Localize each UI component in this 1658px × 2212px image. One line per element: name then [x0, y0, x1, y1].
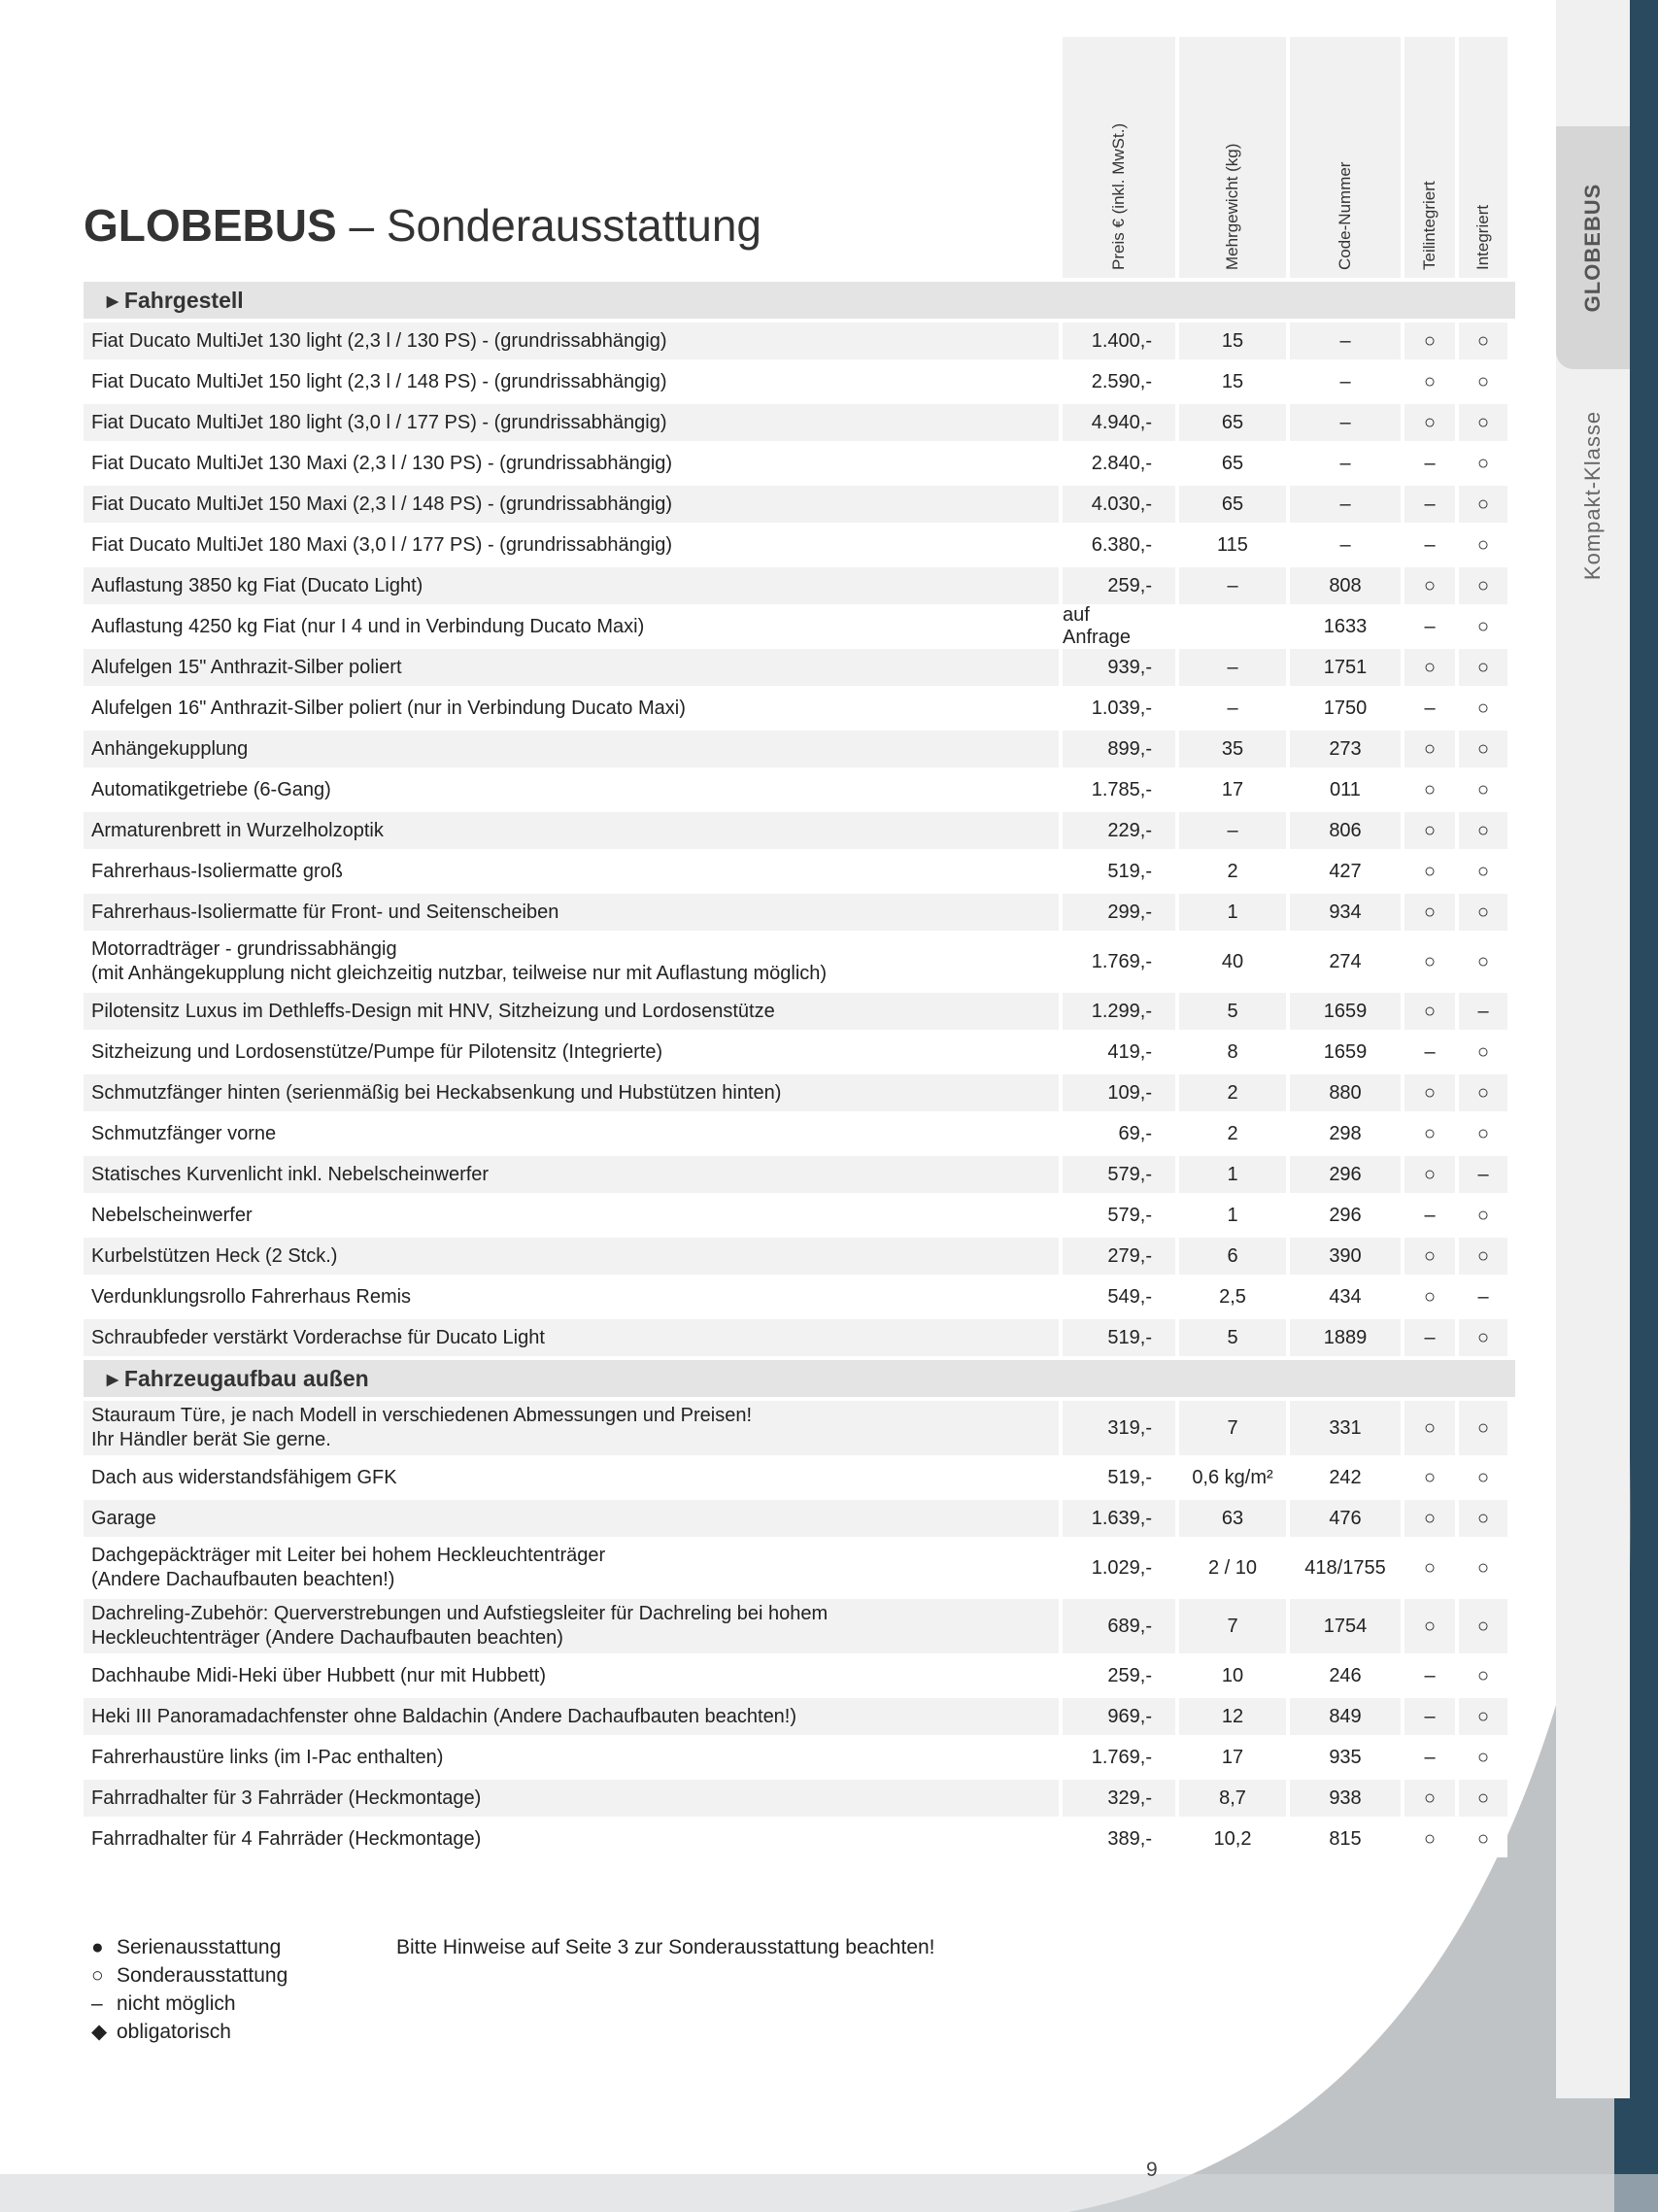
legend-symbol: ○ — [91, 1964, 104, 1987]
cell-partly: ○ — [1404, 894, 1455, 931]
cell-price: 519,- — [1063, 1459, 1175, 1496]
cell-code: 390 — [1290, 1238, 1401, 1275]
cell-price: 2.590,- — [1063, 363, 1175, 400]
cell-weight: 0,6 kg/m² — [1179, 1459, 1286, 1496]
cell-description — [84, 935, 1059, 989]
cell-code: 298 — [1290, 1115, 1401, 1152]
table-row — [84, 935, 1515, 989]
table-row — [84, 731, 1515, 767]
cell-price: 419,- — [1063, 1034, 1175, 1071]
table-row — [84, 604, 1515, 648]
cell-partly: – — [1404, 486, 1455, 523]
legend-label: Sonderausstattung — [117, 1964, 288, 1987]
cell-price: 4.940,- — [1063, 404, 1175, 441]
cell-weight: 1 — [1179, 1156, 1286, 1193]
cell-description: Verdunklungsrollo Fahrerhaus Remis — [84, 1278, 1059, 1315]
cell-integrated: – — [1459, 1156, 1507, 1193]
cell-partly: ○ — [1404, 567, 1455, 604]
side-class-label: Kompakt-Klasse — [1580, 410, 1605, 581]
table-row — [84, 1541, 1515, 1595]
cell-description: Anhängekupplung — [84, 731, 1059, 767]
table-row — [84, 771, 1515, 808]
cell-code: 808 — [1290, 567, 1401, 604]
cell-integrated: ○ — [1459, 894, 1507, 931]
cell-code: 815 — [1290, 1821, 1401, 1857]
cell-weight: 15 — [1179, 323, 1286, 359]
cell-description-line1: Dachreling-Zubehör: Querverstrebungen und Aufstiegsleiter für Dachreling bei hohem — [91, 1603, 829, 1624]
cell-weight: – — [1179, 567, 1286, 604]
cell-description: Automatikgetriebe (6-Gang) — [84, 771, 1059, 808]
legend-symbol: ◆ — [91, 2021, 108, 2043]
table-row — [84, 323, 1515, 359]
cell-code: 1889 — [1290, 1319, 1401, 1356]
cell-weight: 2,5 — [1179, 1278, 1286, 1315]
cell-weight: 65 — [1179, 445, 1286, 482]
legend-symbol: – — [91, 1992, 103, 2015]
cell-weight: 65 — [1179, 404, 1286, 441]
table-row — [84, 1278, 1515, 1315]
cell-code: 434 — [1290, 1278, 1401, 1315]
cell-weight — [1179, 608, 1286, 645]
table-row — [84, 445, 1515, 482]
table-row — [84, 1821, 1515, 1857]
cell-price: 109,- — [1063, 1074, 1175, 1111]
cell-partly: ○ — [1404, 1459, 1455, 1496]
page-title — [84, 199, 761, 252]
table-row — [84, 649, 1515, 686]
cell-price: 579,- — [1063, 1197, 1175, 1234]
cell-partly: ○ — [1404, 1821, 1455, 1857]
cell-description: Dach aus widerstandsfähigem GFK — [84, 1459, 1059, 1496]
legend-item — [91, 1990, 288, 2018]
cell-description: Fiat Ducato MultiJet 180 light (3,0 l / 177 PS) - (grundrissabhängig) — [84, 404, 1059, 441]
cell-description: Statisches Kurvenlicht inkl. Nebelscheinwerfer — [84, 1156, 1059, 1193]
cell-code: 246 — [1290, 1657, 1401, 1694]
cell-code: 1659 — [1290, 1034, 1401, 1071]
cell-partly: ○ — [1404, 993, 1455, 1030]
section-header: ▸ Fahrgestell — [84, 282, 1515, 319]
cell-code: 1754 — [1290, 1599, 1401, 1653]
cell-weight: 65 — [1179, 486, 1286, 523]
cell-weight: 12 — [1179, 1698, 1286, 1735]
table-row — [84, 1156, 1515, 1193]
cell-partly: ○ — [1404, 1156, 1455, 1193]
cell-code: 331 — [1290, 1401, 1401, 1455]
cell-integrated: ○ — [1459, 1034, 1507, 1071]
cell-partly: ○ — [1404, 771, 1455, 808]
cell-partly: ○ — [1404, 731, 1455, 767]
cell-description: Armaturenbrett in Wurzelholzoptik — [84, 812, 1059, 849]
cell-weight: 2 — [1179, 853, 1286, 890]
cell-price: 899,- — [1063, 731, 1175, 767]
cell-weight: 10 — [1179, 1657, 1286, 1694]
section-header: ▸ Fahrzeugaufbau außen — [84, 1360, 1515, 1397]
table-row — [84, 1115, 1515, 1152]
cell-code: 296 — [1290, 1156, 1401, 1193]
side-brand-label: GLOBEBUS — [1580, 183, 1605, 313]
cell-code: – — [1290, 527, 1401, 563]
cell-integrated: ○ — [1459, 649, 1507, 686]
cell-description: Fahrradhalter für 3 Fahrräder (Heckmontage) — [84, 1780, 1059, 1817]
table-row — [84, 1657, 1515, 1694]
cell-price: 549,- — [1063, 1278, 1175, 1315]
cell-code: 296 — [1290, 1197, 1401, 1234]
table-row — [84, 690, 1515, 727]
cell-code: – — [1290, 445, 1401, 482]
cell-partly: – — [1404, 1739, 1455, 1776]
cell-description: Fiat Ducato MultiJet 130 Maxi (2,3 l / 130 PS) - (grundrissabhängig) — [84, 445, 1059, 482]
cell-price: 389,- — [1063, 1821, 1175, 1857]
cell-partly: ○ — [1404, 363, 1455, 400]
cell-integrated: ○ — [1459, 853, 1507, 890]
cell-integrated: ○ — [1459, 404, 1507, 441]
cell-weight: 15 — [1179, 363, 1286, 400]
cell-code: 1659 — [1290, 993, 1401, 1030]
cell-integrated: ○ — [1459, 1074, 1507, 1111]
cell-description-line1: Dachgepäckträger mit Leiter bei hohem Heckleuchtenträger — [91, 1545, 606, 1566]
cell-partly: ○ — [1404, 1238, 1455, 1275]
cell-partly: ○ — [1404, 1599, 1455, 1653]
cell-integrated: ○ — [1459, 1319, 1507, 1356]
cell-weight: – — [1179, 649, 1286, 686]
cell-code: 011 — [1290, 771, 1401, 808]
cell-weight: 5 — [1179, 993, 1286, 1030]
cell-description: Heki III Panoramadachfenster ohne Baldachin (Andere Dachaufbauten beachten!) — [84, 1698, 1059, 1735]
col-header-code-label: Code-Nummer — [1336, 161, 1354, 270]
cell-partly: ○ — [1404, 323, 1455, 359]
table-row — [84, 812, 1515, 849]
cell-weight: 35 — [1179, 731, 1286, 767]
cell-description-line2: (Andere Dachaufbauten beachten!) — [91, 1569, 395, 1590]
cell-weight: 6 — [1179, 1238, 1286, 1275]
cell-description: Kurbelstützen Heck (2 Stck.) — [84, 1238, 1059, 1275]
cell-integrated: ○ — [1459, 771, 1507, 808]
cell-integrated: ○ — [1459, 445, 1507, 482]
cell-description: Fiat Ducato MultiJet 180 Maxi (3,0 l / 177 PS) - (grundrissabhängig) — [84, 527, 1059, 563]
col-header-price-label: Preis € (inkl. MwSt.) — [1109, 122, 1128, 270]
cell-price: auf Anfrage — [1063, 608, 1175, 645]
cell-price: 519,- — [1063, 853, 1175, 890]
cell-partly: ○ — [1404, 1780, 1455, 1817]
cell-partly: ○ — [1404, 935, 1455, 989]
cell-description: Alufelgen 15" Anthrazit-Silber poliert — [84, 649, 1059, 686]
cell-weight: 1 — [1179, 894, 1286, 931]
col-header-integrated — [1459, 37, 1507, 278]
cell-description: Pilotensitz Luxus im Dethleffs-Design mit HNV, Sitzheizung und Lordosenstütze — [84, 993, 1059, 1030]
cell-integrated: ○ — [1459, 1238, 1507, 1275]
cell-partly: – — [1404, 527, 1455, 563]
cell-price: 1.039,- — [1063, 690, 1175, 727]
cell-weight: – — [1179, 812, 1286, 849]
cell-integrated: ○ — [1459, 323, 1507, 359]
cell-integrated: ○ — [1459, 527, 1507, 563]
cell-integrated: ○ — [1459, 1698, 1507, 1735]
cell-partly: – — [1404, 445, 1455, 482]
cell-price: 6.380,- — [1063, 527, 1175, 563]
cell-description: Fahrradhalter für 4 Fahrräder (Heckmontage) — [84, 1821, 1059, 1857]
cell-code: 849 — [1290, 1698, 1401, 1735]
cell-partly: – — [1404, 1034, 1455, 1071]
cell-price: 4.030,- — [1063, 486, 1175, 523]
table-row — [84, 1500, 1515, 1537]
table-row — [84, 1074, 1515, 1111]
cell-price: 579,- — [1063, 1156, 1175, 1193]
table-row — [84, 1319, 1515, 1356]
cell-price: 1.639,- — [1063, 1500, 1175, 1537]
cell-price: 299,- — [1063, 894, 1175, 931]
cell-code: 476 — [1290, 1500, 1401, 1537]
cell-description: Schraubfeder verstärkt Vorderachse für Ducato Light — [84, 1319, 1059, 1356]
legend-item — [91, 1933, 288, 1961]
cell-price: 969,- — [1063, 1698, 1175, 1735]
cell-price: 1.299,- — [1063, 993, 1175, 1030]
table-row — [84, 486, 1515, 523]
cell-integrated: ○ — [1459, 363, 1507, 400]
table-row — [84, 1401, 1515, 1455]
cell-price: 1.400,- — [1063, 323, 1175, 359]
cell-description — [84, 1401, 1059, 1455]
col-header-integrated-label: Integriert — [1473, 204, 1492, 270]
cell-description: Alufelgen 16" Anthrazit-Silber poliert (nur in Verbindung Ducato Maxi) — [84, 690, 1059, 727]
cell-price: 1.769,- — [1063, 1739, 1175, 1776]
cell-code: 934 — [1290, 894, 1401, 931]
table-row — [84, 1739, 1515, 1776]
cell-integrated: ○ — [1459, 1500, 1507, 1537]
legend — [91, 1933, 288, 2046]
cell-price: 1.785,- — [1063, 771, 1175, 808]
cell-weight: 40 — [1179, 935, 1286, 989]
legend-label: nicht möglich — [117, 1992, 236, 2015]
cell-partly: ○ — [1404, 1500, 1455, 1537]
cell-description: Sitzheizung und Lordosenstütze/Pumpe für Pilotensitz (Integrierte) — [84, 1034, 1059, 1071]
cell-weight: 7 — [1179, 1401, 1286, 1455]
cell-price: 519,- — [1063, 1319, 1175, 1356]
cell-weight: 2 — [1179, 1115, 1286, 1152]
cell-code: 418/1755 — [1290, 1541, 1401, 1595]
cell-description: Fahrerhaus-Isoliermatte für Front- und Seitenscheiben — [84, 894, 1059, 931]
page-number: 9 — [1146, 2159, 1158, 2181]
table-row — [84, 363, 1515, 400]
cell-weight: 8,7 — [1179, 1780, 1286, 1817]
cell-code: 242 — [1290, 1459, 1401, 1496]
cell-description — [84, 1541, 1059, 1595]
cell-partly: ○ — [1404, 1115, 1455, 1152]
cell-price: 1.769,- — [1063, 935, 1175, 989]
col-header-price — [1063, 37, 1175, 278]
cell-code: 880 — [1290, 1074, 1401, 1111]
cell-description: Dachhaube Midi-Heki über Hubbett (nur mit Hubbett) — [84, 1657, 1059, 1694]
cell-price: 229,- — [1063, 812, 1175, 849]
cell-price: 69,- — [1063, 1115, 1175, 1152]
cell-code: 1750 — [1290, 690, 1401, 727]
cell-description — [84, 1599, 1059, 1653]
title-rest: – Sonderausstattung — [336, 200, 762, 251]
cell-integrated: ○ — [1459, 1197, 1507, 1234]
cell-description: Fahrerhaustüre links (im I-Pac enthalten) — [84, 1739, 1059, 1776]
table-row — [84, 894, 1515, 931]
cell-partly: ○ — [1404, 1278, 1455, 1315]
table-row — [84, 527, 1515, 563]
table-row — [84, 993, 1515, 1030]
cell-integrated: ○ — [1459, 1459, 1507, 1496]
cell-code: 1751 — [1290, 649, 1401, 686]
cell-description: Auflastung 3850 kg Fiat (Ducato Light) — [84, 567, 1059, 604]
cell-integrated: ○ — [1459, 1599, 1507, 1653]
table-row — [84, 1780, 1515, 1817]
legend-item — [91, 1961, 288, 1990]
cell-description-line1: Motorradträger - grundrissabhängig — [91, 938, 397, 960]
cell-description: Garage — [84, 1500, 1059, 1537]
col-header-weight-label: Mehrgewicht (kg) — [1223, 143, 1241, 270]
table-row — [84, 567, 1515, 604]
table-row — [84, 404, 1515, 441]
cell-description: Schmutzfänger vorne — [84, 1115, 1059, 1152]
cell-weight: 2 / 10 — [1179, 1541, 1286, 1595]
cell-partly: ○ — [1404, 1074, 1455, 1111]
cell-integrated: ○ — [1459, 608, 1507, 645]
cell-code: 935 — [1290, 1739, 1401, 1776]
cell-integrated: ○ — [1459, 731, 1507, 767]
cell-description: Fahrerhaus-Isoliermatte groß — [84, 853, 1059, 890]
cell-price: 939,- — [1063, 649, 1175, 686]
cell-partly: ○ — [1404, 1401, 1455, 1455]
cell-weight: 115 — [1179, 527, 1286, 563]
cell-price: 329,- — [1063, 1780, 1175, 1817]
cell-code: 806 — [1290, 812, 1401, 849]
table-row — [84, 1238, 1515, 1275]
col-header-code — [1290, 37, 1401, 278]
cell-price: 319,- — [1063, 1401, 1175, 1455]
cell-description-line2: (mit Anhängekupplung nicht gleichzeitig nutzbar, teilweise nur mit Auflastung möglich) — [91, 963, 828, 984]
cell-partly: ○ — [1404, 1541, 1455, 1595]
title-brand: GLOBEBUS — [84, 200, 337, 251]
cell-integrated: ○ — [1459, 1657, 1507, 1694]
cell-partly: – — [1404, 1197, 1455, 1234]
cell-code: 274 — [1290, 935, 1401, 989]
cell-weight: 63 — [1179, 1500, 1286, 1537]
cell-code: 273 — [1290, 731, 1401, 767]
table-row — [84, 1197, 1515, 1234]
cell-weight: 2 — [1179, 1074, 1286, 1111]
cell-integrated: ○ — [1459, 1780, 1507, 1817]
cell-integrated: ○ — [1459, 1401, 1507, 1455]
cell-code: 1633 — [1290, 608, 1401, 645]
cell-integrated: ○ — [1459, 486, 1507, 523]
table-row — [84, 853, 1515, 890]
table-row — [84, 1034, 1515, 1071]
cell-weight: 5 — [1179, 1319, 1286, 1356]
cell-partly: ○ — [1404, 853, 1455, 890]
cell-code: – — [1290, 363, 1401, 400]
cell-price: 689,- — [1063, 1599, 1175, 1653]
cell-integrated: – — [1459, 993, 1507, 1030]
cell-code: – — [1290, 404, 1401, 441]
cell-weight: 10,2 — [1179, 1821, 1286, 1857]
cell-partly: – — [1404, 1698, 1455, 1735]
cell-code: – — [1290, 323, 1401, 359]
legend-label: obligatorisch — [117, 2021, 231, 2043]
legend-label: Serienausstattung — [117, 1936, 282, 1958]
cell-description-line2: Heckleuchtenträger (Andere Dachaufbauten beachten) — [91, 1627, 563, 1649]
cell-description: Fiat Ducato MultiJet 130 light (2,3 l / 130 PS) - (grundrissabhängig) — [84, 323, 1059, 359]
cell-integrated: ○ — [1459, 1821, 1507, 1857]
cell-integrated: ○ — [1459, 1739, 1507, 1776]
cell-code: 938 — [1290, 1780, 1401, 1817]
cell-partly: ○ — [1404, 649, 1455, 686]
cell-partly: ○ — [1404, 812, 1455, 849]
cell-description: Schmutzfänger hinten (serienmäßig bei Heckabsenkung und Hubstützen hinten) — [84, 1074, 1059, 1111]
cell-weight: – — [1179, 690, 1286, 727]
cell-weight: 1 — [1179, 1197, 1286, 1234]
cell-weight: 8 — [1179, 1034, 1286, 1071]
cell-partly: ○ — [1404, 404, 1455, 441]
cell-partly: – — [1404, 1657, 1455, 1694]
legend-item — [91, 2018, 288, 2046]
cell-partly: – — [1404, 690, 1455, 727]
cell-price: 279,- — [1063, 1238, 1175, 1275]
cell-price: 259,- — [1063, 567, 1175, 604]
cell-integrated: – — [1459, 1278, 1507, 1315]
cell-weight: 7 — [1179, 1599, 1286, 1653]
cell-price: 2.840,- — [1063, 445, 1175, 482]
cell-integrated: ○ — [1459, 1541, 1507, 1595]
table-row — [84, 1459, 1515, 1496]
col-header-partly-label: Teilintegriert — [1420, 181, 1438, 270]
cell-weight: 17 — [1179, 771, 1286, 808]
cell-description: Auflastung 4250 kg Fiat (nur I 4 und in Verbindung Ducato Maxi) — [84, 608, 1059, 645]
cell-description-line2: Ihr Händler berät Sie gerne. — [91, 1429, 331, 1450]
cell-code: 427 — [1290, 853, 1401, 890]
cell-integrated: ○ — [1459, 690, 1507, 727]
cell-integrated: ○ — [1459, 935, 1507, 989]
cell-partly: – — [1404, 1319, 1455, 1356]
cell-weight: 17 — [1179, 1739, 1286, 1776]
cell-integrated: ○ — [1459, 1115, 1507, 1152]
hint-text: Bitte Hinweise auf Seite 3 zur Sonderausstattung beachten! — [396, 1936, 935, 1958]
equipment-table — [84, 282, 1515, 1861]
cell-description: Nebelscheinwerfer — [84, 1197, 1059, 1234]
col-header-partly — [1404, 37, 1455, 278]
legend-symbol: ● — [91, 1936, 104, 1958]
table-row — [84, 1599, 1515, 1653]
cell-description: Fiat Ducato MultiJet 150 Maxi (2,3 l / 148 PS) - (grundrissabhängig) — [84, 486, 1059, 523]
cell-code: – — [1290, 486, 1401, 523]
col-header-weight — [1179, 37, 1286, 278]
cell-price: 259,- — [1063, 1657, 1175, 1694]
cell-integrated: ○ — [1459, 812, 1507, 849]
cell-integrated: ○ — [1459, 567, 1507, 604]
cell-description-line1: Stauraum Türe, je nach Modell in verschiedenen Abmessungen und Preisen! — [91, 1405, 753, 1426]
cell-partly: – — [1404, 608, 1455, 645]
table-row — [84, 1698, 1515, 1735]
cell-price: 1.029,- — [1063, 1541, 1175, 1595]
cell-description: Fiat Ducato MultiJet 150 light (2,3 l / 148 PS) - (grundrissabhängig) — [84, 363, 1059, 400]
